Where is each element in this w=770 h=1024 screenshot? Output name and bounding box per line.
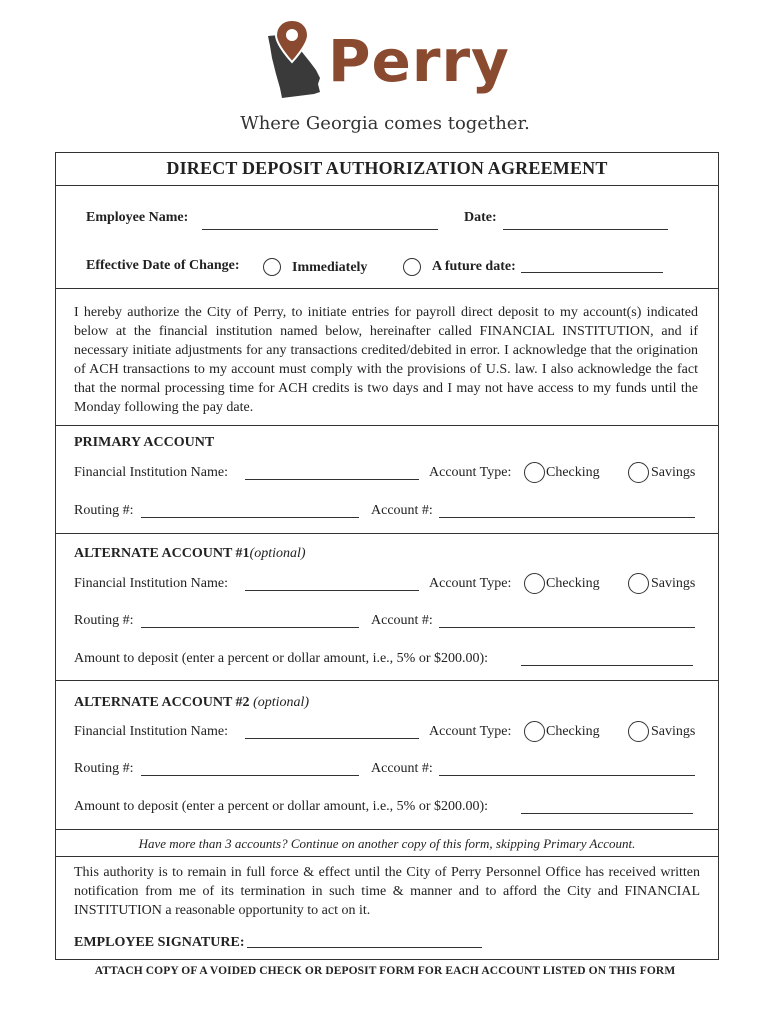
brand-wordmark: Perry: [328, 27, 510, 95]
alt2-heading: [74, 694, 309, 712]
alt1-amount-field[interactable]: [521, 665, 693, 666]
alt2-routing-label: Routing #:: [74, 761, 134, 776]
alt1-account-number-label: Account #:: [371, 613, 433, 628]
form-title: DIRECT DEPOSIT AUTHORIZATION AGREEMENT: [166, 158, 608, 178]
effective-date-label: Effective Date of Change:: [86, 258, 240, 273]
alt1-savings-radio[interactable]: [628, 573, 649, 594]
date-label: Date:: [464, 210, 497, 225]
alt2-routing-field[interactable]: [141, 775, 359, 776]
more-accounts-note: Have more than 3 accounts? Continue on another copy of this form, skipping Primary Account.: [138, 836, 636, 851]
future-date-label: A future date:: [432, 259, 516, 274]
alt1-amount-label: Amount to deposit (enter a percent or dollar amount, i.e., 5% or $200.00):: [74, 651, 489, 666]
alt1-routing-field[interactable]: [141, 627, 359, 628]
alt1-checking-label: Checking: [546, 576, 600, 591]
employee-name-field[interactable]: [202, 229, 438, 230]
alt1-checking-radio[interactable]: [524, 573, 545, 594]
alt2-heading-text: ALTERNATE ACCOUNT #2: [74, 695, 250, 710]
alt1-institution-field[interactable]: [245, 590, 419, 591]
divider: [55, 425, 719, 426]
divider: [55, 288, 719, 289]
authority-text: This authority is to remain in full force & effect until the City of Perry Personnel Office has received written notification from me of its termination in such time & manner and to afford the City and FINANCIAL INSTITUTION a reasonable opportunity to act on it.: [74, 865, 700, 918]
primary-routing-field[interactable]: [141, 517, 359, 518]
employee-signature-label: EMPLOYEE SIGNATURE:: [74, 935, 245, 950]
divider: [55, 856, 719, 857]
alt2-account-number-field[interactable]: [439, 775, 695, 776]
alt1-heading-text: ALTERNATE ACCOUNT #1: [74, 546, 250, 561]
immediately-radio[interactable]: [263, 258, 281, 276]
primary-savings-label: Savings: [651, 465, 696, 480]
alt1-optional: (optional): [249, 546, 306, 561]
primary-account-type-label: Account Type:: [429, 465, 512, 480]
alt2-checking-radio[interactable]: [524, 721, 545, 742]
employee-name-label: Employee Name:: [86, 210, 189, 225]
alt1-institution-label: Financial Institution Name:: [74, 576, 228, 591]
alt2-savings-label: Savings: [651, 724, 696, 739]
alt2-optional: (optional): [253, 695, 310, 710]
primary-routing-label: Routing #:: [74, 503, 134, 518]
alt1-account-type-label: Account Type:: [429, 576, 512, 591]
alt1-heading: [74, 545, 306, 563]
primary-account-number-label: Account #:: [371, 503, 433, 518]
alt2-institution-label: Financial Institution Name:: [74, 724, 228, 739]
alt2-institution-field[interactable]: [245, 738, 419, 739]
alt1-account-number-field[interactable]: [439, 627, 695, 628]
alt2-savings-radio[interactable]: [628, 721, 649, 742]
footer-instruction: ATTACH COPY OF A VOIDED CHECK OR DEPOSIT FORM FOR EACH ACCOUNT LISTED ON THIS FORM: [94, 965, 676, 977]
alt2-checking-label: Checking: [546, 724, 600, 739]
primary-institution-field[interactable]: [245, 479, 419, 480]
georgia-map-pin-icon: [262, 18, 332, 108]
divider: [55, 829, 719, 830]
employee-signature-field[interactable]: [247, 947, 482, 948]
primary-checking-label: Checking: [546, 465, 600, 480]
alt1-savings-label: Savings: [651, 576, 696, 591]
perry-logo: [262, 18, 510, 108]
alt2-account-number-label: Account #:: [371, 761, 433, 776]
future-date-field[interactable]: [521, 272, 663, 273]
immediately-label: Immediately: [292, 260, 368, 275]
authorization-text: I hereby authorize the City of Perry, to initiate entries for payroll direct deposit to my account(s) indicated below at the financial institution named below, hereinafter called FINANCIAL INSTITUTION, and if necessary initiate adjustments for any transactions credited/debited in error. I acknowledge that the origination of ACH transactions to my account must comply with the provisions of U.S. law. I also acknowledge the fact that the normal processing time for ACH credits is two days and I may not have access to my funds until the Monday following the pay date.: [74, 305, 698, 415]
primary-institution-label: Financial Institution Name:: [74, 465, 228, 480]
date-field[interactable]: [503, 229, 668, 230]
divider: [55, 680, 719, 681]
primary-checking-radio[interactable]: [524, 462, 545, 483]
primary-savings-radio[interactable]: [628, 462, 649, 483]
primary-account-number-field[interactable]: [439, 517, 695, 518]
tagline: Where Georgia comes together.: [240, 113, 530, 134]
primary-account-heading: PRIMARY ACCOUNT: [74, 435, 215, 450]
alt2-account-type-label: Account Type:: [429, 724, 512, 739]
future-date-radio[interactable]: [403, 258, 421, 276]
alt2-amount-field[interactable]: [521, 813, 693, 814]
alt1-routing-label: Routing #:: [74, 613, 134, 628]
alt2-amount-label: Amount to deposit (enter a percent or dollar amount, i.e., 5% or $200.00):: [74, 799, 489, 814]
divider: [55, 533, 719, 534]
